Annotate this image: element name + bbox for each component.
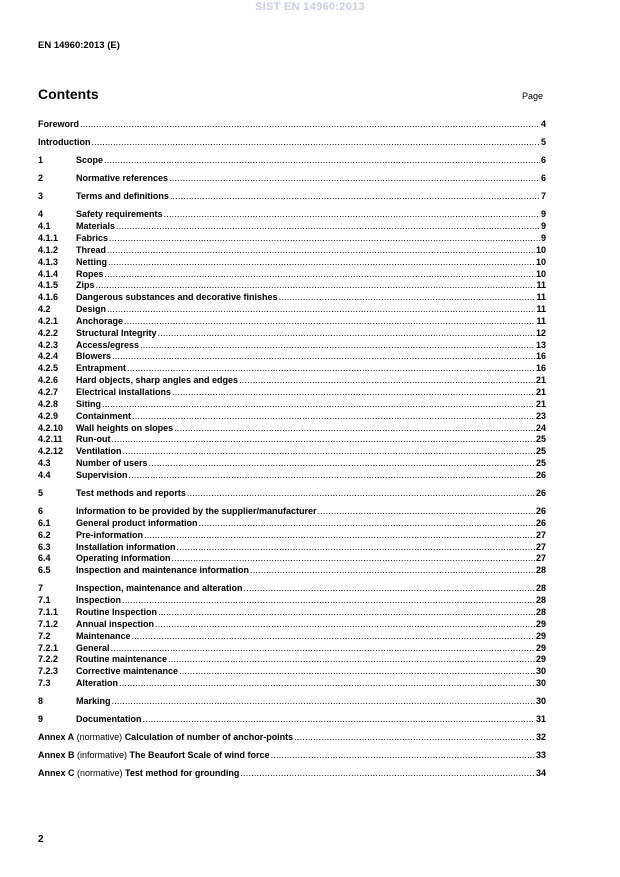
toc-entry-page: 21 bbox=[535, 387, 546, 397]
toc-entry-title: Zips bbox=[76, 280, 95, 291]
toc-entry-page: 6 bbox=[540, 173, 546, 184]
toc-entry-page: 28 bbox=[535, 595, 546, 606]
dot-leader bbox=[127, 362, 535, 374]
toc-entry-title: Ventilation bbox=[76, 446, 122, 457]
toc-entry[interactable] bbox=[38, 327, 546, 339]
toc-entry[interactable] bbox=[38, 487, 546, 499]
toc-entry-title: Installation information bbox=[76, 541, 176, 552]
toc-entry[interactable] bbox=[38, 517, 546, 529]
toc-entry-page: 21 bbox=[535, 375, 546, 386]
dot-leader bbox=[172, 552, 535, 564]
dot-leader bbox=[144, 529, 535, 541]
toc-entry[interactable] bbox=[38, 695, 546, 707]
annex-label: Annex B bbox=[38, 750, 75, 761]
toc-entry-title: Materials bbox=[76, 221, 116, 232]
dot-leader bbox=[239, 374, 535, 386]
toc-entry-title: Scope bbox=[76, 155, 104, 166]
toc-entry-number: 7 bbox=[38, 583, 44, 594]
toc-entry[interactable] bbox=[38, 136, 546, 148]
toc-entry[interactable] bbox=[38, 422, 546, 434]
page-number: 2 bbox=[38, 834, 44, 845]
toc-entry-number: 4.1.1 bbox=[38, 232, 59, 243]
toc-entry[interactable] bbox=[38, 279, 546, 291]
dot-leader bbox=[199, 517, 535, 529]
dot-leader bbox=[143, 713, 535, 725]
toc-entry-number: 4.2.10 bbox=[38, 422, 64, 433]
toc-entry-number: 4.1.4 bbox=[38, 268, 59, 279]
dot-leader bbox=[112, 695, 535, 707]
dot-leader bbox=[240, 767, 535, 779]
watermark: SIST EN 14960:2013 bbox=[255, 1, 365, 13]
toc-entry[interactable] bbox=[38, 220, 546, 232]
page-column-label: Page bbox=[522, 91, 544, 101]
toc-entry-title: Terms and definitions bbox=[76, 191, 169, 202]
toc-entry-number: 4.3 bbox=[38, 458, 51, 469]
toc-entry[interactable] bbox=[38, 541, 546, 553]
toc-entry[interactable] bbox=[38, 606, 546, 618]
toc-entry-title: Supervision bbox=[76, 469, 128, 480]
toc-entry-page: 10 bbox=[535, 256, 546, 267]
toc-entry-page: 10 bbox=[535, 244, 546, 255]
toc-entry-number: 4.4 bbox=[38, 469, 51, 480]
toc-entry[interactable] bbox=[38, 244, 546, 256]
toc-entry[interactable] bbox=[38, 208, 546, 220]
annex-label: Annex C bbox=[38, 768, 75, 779]
toc-entry-page: 6 bbox=[540, 155, 546, 166]
toc-entry-page: 30 bbox=[535, 666, 546, 677]
toc-entry-number: 8 bbox=[38, 696, 44, 707]
toc-entry[interactable] bbox=[38, 653, 546, 665]
toc-entry-title: Fabrics bbox=[76, 232, 109, 243]
toc-entry-title: Routine Inspection bbox=[76, 607, 157, 618]
toc-entry-number: 4.2.2 bbox=[38, 327, 59, 338]
toc-entry-number: 7.1.1 bbox=[38, 607, 59, 618]
toc-entry-title: Electrical installations bbox=[76, 387, 172, 397]
toc-entry-number: 4.2.8 bbox=[38, 398, 59, 409]
annex-title: Calculation of number of anchor-points bbox=[124, 732, 294, 743]
toc-entry-number: 1 bbox=[38, 155, 44, 166]
dot-leader bbox=[174, 422, 535, 434]
toc-entry-title bbox=[38, 767, 239, 779]
toc-entry-number: 4 bbox=[38, 209, 44, 220]
toc-entry-number: 6.2 bbox=[38, 529, 51, 540]
toc-entry-title: Introduction bbox=[38, 137, 91, 148]
toc-entry-title: Anchorage bbox=[76, 315, 124, 326]
toc-entry[interactable] bbox=[38, 469, 546, 481]
toc-entry-page: 26 bbox=[535, 506, 546, 517]
dot-leader bbox=[107, 244, 535, 256]
dot-leader bbox=[169, 172, 540, 184]
toc-entry-page: 33 bbox=[535, 750, 546, 761]
toc-entry-title: Maintenance bbox=[76, 630, 131, 641]
dot-leader bbox=[172, 386, 535, 398]
document-id: EN 14960:2013 (E) bbox=[38, 40, 120, 51]
toc-entry[interactable] bbox=[38, 350, 546, 362]
dot-leader bbox=[250, 564, 535, 576]
toc-entry-number: 4.2.1 bbox=[38, 315, 59, 326]
toc-entry[interactable] bbox=[38, 767, 546, 779]
toc-entry-page: 29 bbox=[535, 642, 546, 653]
dot-leader bbox=[111, 642, 535, 654]
toc-entry-title: Blowers bbox=[76, 351, 112, 362]
table-of-contents bbox=[38, 0, 546, 877]
toc-entry-page: 9 bbox=[540, 232, 546, 243]
toc-entry[interactable] bbox=[38, 410, 546, 422]
toc-entry-page: 11 bbox=[536, 292, 546, 303]
toc-entry[interactable] bbox=[38, 713, 546, 725]
toc-entry[interactable] bbox=[38, 172, 546, 184]
toc-entry-title: Test methods and reports bbox=[76, 488, 186, 498]
toc-entry[interactable] bbox=[38, 505, 546, 517]
toc-entry-number: 4.2.3 bbox=[38, 339, 59, 350]
toc-entry-title: Design bbox=[76, 304, 107, 315]
dot-leader bbox=[318, 505, 535, 517]
toc-entry-title: Siting bbox=[76, 398, 101, 409]
toc-entry-title: Documentation bbox=[76, 714, 142, 725]
toc-entry-number: 4.2.12 bbox=[38, 446, 64, 457]
toc-entry-number: 7.3 bbox=[38, 678, 51, 689]
toc-entry-page: 26 bbox=[535, 469, 546, 480]
toc-entry-page: 23 bbox=[535, 410, 546, 421]
toc-entry[interactable] bbox=[38, 339, 546, 351]
toc-entry-number: 6 bbox=[38, 506, 44, 517]
toc-entry-title: Operating information bbox=[76, 553, 171, 564]
toc-entry-number: 4.1.2 bbox=[38, 244, 59, 255]
toc-entry-number: 4.1.6 bbox=[38, 292, 59, 303]
toc-entry[interactable] bbox=[38, 154, 546, 166]
dot-leader bbox=[140, 339, 535, 351]
toc-entry-page: 9 bbox=[540, 221, 546, 232]
toc-entry[interactable] bbox=[38, 594, 546, 606]
toc-entry-page: 24 bbox=[535, 422, 546, 433]
toc-entry-page: 29 bbox=[535, 618, 546, 629]
toc-entry-page: 30 bbox=[535, 696, 546, 707]
toc-entry[interactable] bbox=[38, 731, 546, 743]
toc-entry-title: Number of users bbox=[76, 458, 148, 469]
dot-leader bbox=[158, 327, 535, 339]
toc-entry-number: 3 bbox=[38, 191, 44, 202]
toc-entry-page: 27 bbox=[535, 541, 546, 552]
toc-entry-page: 11 bbox=[536, 304, 546, 315]
toc-entry-title: Pre-information bbox=[76, 529, 144, 540]
toc-entry-page: 25 bbox=[535, 434, 546, 445]
toc-entry-page: 10 bbox=[535, 268, 546, 279]
toc-entry[interactable] bbox=[38, 232, 546, 244]
toc-entry[interactable] bbox=[38, 118, 546, 130]
toc-entry-page: 21 bbox=[535, 398, 546, 409]
toc-entry-page: 12 bbox=[535, 327, 546, 338]
toc-entry-page: 27 bbox=[535, 553, 546, 564]
dot-leader bbox=[149, 457, 535, 469]
toc-entry-number: 4.2.5 bbox=[38, 363, 59, 374]
toc-entry-title: Alteration bbox=[76, 678, 119, 689]
toc-entry-page: 9 bbox=[540, 209, 546, 220]
toc-entry-title: Wall heights on slopes bbox=[76, 422, 174, 433]
toc-entry-title: General bbox=[76, 642, 110, 653]
dot-leader bbox=[179, 665, 535, 677]
toc-entry-page: 29 bbox=[535, 654, 546, 665]
toc-entry[interactable] bbox=[38, 642, 546, 654]
dot-leader bbox=[164, 208, 540, 220]
dot-leader bbox=[109, 232, 540, 244]
toc-entry[interactable] bbox=[38, 303, 546, 315]
toc-entry[interactable] bbox=[38, 457, 546, 469]
toc-entry[interactable] bbox=[38, 564, 546, 576]
annex-kind: (normative) bbox=[74, 732, 125, 743]
dot-leader bbox=[132, 410, 535, 422]
toc-entry[interactable] bbox=[38, 386, 546, 398]
toc-entry-number: 6.1 bbox=[38, 517, 51, 528]
dot-leader bbox=[112, 350, 535, 362]
annex-label: Annex A bbox=[38, 732, 75, 743]
dot-leader bbox=[124, 315, 535, 327]
toc-entry-number: 4.2 bbox=[38, 304, 51, 315]
toc-entry-title: Inspection, maintenance and alteration bbox=[76, 583, 243, 594]
toc-entry-number: 7.2.2 bbox=[38, 654, 59, 665]
dot-leader bbox=[158, 606, 535, 618]
toc-entry-number: 7.2.3 bbox=[38, 666, 59, 677]
dot-leader bbox=[111, 433, 535, 445]
annex-title: The Beaufort Scale of wind force bbox=[129, 750, 270, 761]
toc-entry-title: Inspection bbox=[76, 595, 122, 606]
dot-leader bbox=[119, 677, 535, 689]
dot-leader bbox=[108, 256, 535, 268]
toc-entry-title: Safety requirements bbox=[76, 209, 163, 220]
dot-leader bbox=[132, 630, 535, 642]
toc-entry-title: Entrapment bbox=[76, 363, 127, 374]
dot-leader bbox=[168, 653, 535, 665]
toc-entry[interactable] bbox=[38, 630, 546, 642]
toc-entry-title: Netting bbox=[76, 256, 107, 267]
toc-entry-title: Containment bbox=[76, 410, 131, 421]
toc-entry-number: 4.1.5 bbox=[38, 280, 59, 291]
toc-entry[interactable] bbox=[38, 582, 546, 594]
toc-entry-number: 4.2.6 bbox=[38, 375, 59, 386]
annex-kind: (informative) bbox=[74, 750, 130, 761]
toc-entry-page: 4 bbox=[540, 119, 546, 129]
dot-leader bbox=[271, 749, 535, 761]
toc-entry-number: 6.3 bbox=[38, 541, 51, 552]
toc-entry[interactable] bbox=[38, 618, 546, 630]
dot-leader bbox=[244, 582, 535, 594]
toc-entry-number: 9 bbox=[38, 714, 44, 725]
toc-entry-page: 28 bbox=[535, 583, 546, 594]
toc-entry[interactable] bbox=[38, 190, 546, 202]
toc-entry-page: 25 bbox=[535, 458, 546, 469]
dot-leader bbox=[123, 445, 535, 457]
toc-entry-page: 16 bbox=[535, 351, 546, 362]
dot-leader bbox=[102, 398, 535, 410]
toc-entry-page: 32 bbox=[535, 732, 546, 743]
annex-title: Test method for grounding bbox=[125, 768, 240, 779]
toc-entry-number: 2 bbox=[38, 173, 44, 184]
toc-entry-page: 13 bbox=[535, 339, 546, 350]
toc-entry-page: 11 bbox=[536, 315, 546, 326]
toc-entry[interactable] bbox=[38, 291, 546, 303]
toc-entry-page: 27 bbox=[535, 529, 546, 540]
toc-entry-number: 4.1 bbox=[38, 221, 51, 232]
toc-entry-title: Marking bbox=[76, 696, 111, 707]
toc-entry-title: Annual inspection bbox=[76, 618, 155, 629]
toc-entry-page: 26 bbox=[535, 488, 546, 498]
toc-entry-page: 34 bbox=[535, 768, 546, 779]
toc-entry-number: 4.2.11 bbox=[38, 434, 63, 445]
toc-entry[interactable] bbox=[38, 268, 546, 280]
toc-entry-number: 4.1.3 bbox=[38, 256, 59, 267]
toc-entry-title: Corrective maintenance bbox=[76, 666, 179, 677]
contents-heading: Contents bbox=[38, 86, 99, 102]
toc-entry[interactable] bbox=[38, 374, 546, 386]
annex-kind: (normative) bbox=[74, 768, 126, 779]
toc-entry-title: Thread bbox=[76, 244, 107, 255]
toc-entry[interactable] bbox=[38, 552, 546, 564]
dot-leader bbox=[92, 136, 540, 148]
toc-entry-page: 31 bbox=[535, 714, 546, 725]
dot-leader bbox=[80, 118, 540, 130]
dot-leader bbox=[96, 279, 536, 291]
toc-entry-title: Information to be provided by the supplier/manufacturer bbox=[76, 506, 317, 517]
toc-entry-number: 6.4 bbox=[38, 553, 51, 564]
toc-entry-page: 7 bbox=[540, 191, 546, 202]
dot-leader bbox=[122, 594, 535, 606]
toc-entry-number: 6.5 bbox=[38, 565, 51, 576]
toc-entry-title: Routine maintenance bbox=[76, 654, 168, 665]
toc-entry-number: 7.2.1 bbox=[38, 642, 59, 653]
toc-entry-page: 28 bbox=[535, 607, 546, 618]
toc-entry-title: Dangerous substances and decorative finishes bbox=[76, 292, 278, 303]
toc-entry-number: 4.2.9 bbox=[38, 410, 59, 421]
toc-entry-title: Ropes bbox=[76, 268, 104, 279]
dot-leader bbox=[104, 154, 540, 166]
dot-leader bbox=[170, 190, 540, 202]
toc-entry-number: 7.1 bbox=[38, 595, 51, 606]
toc-entry-page: 30 bbox=[535, 678, 546, 689]
toc-entry-page: 29 bbox=[535, 630, 546, 641]
toc-entry[interactable] bbox=[38, 749, 546, 761]
dot-leader bbox=[279, 291, 536, 303]
dot-leader bbox=[177, 541, 535, 553]
dot-leader bbox=[129, 469, 535, 481]
dot-leader bbox=[187, 487, 535, 499]
toc-entry-title: General product information bbox=[76, 517, 198, 528]
toc-entry-page: 16 bbox=[535, 363, 546, 374]
toc-entry-number: 4.2.4 bbox=[38, 351, 59, 362]
toc-entry-title: Access/egress bbox=[76, 339, 140, 350]
toc-entry-title: Foreword bbox=[38, 119, 80, 129]
toc-entry-number: 4.2.7 bbox=[38, 387, 59, 397]
toc-entry-title bbox=[38, 731, 293, 743]
toc-entry[interactable] bbox=[38, 362, 546, 374]
toc-entry-title: Structural Integrity bbox=[76, 327, 157, 338]
toc-entry-title: Hard objects, sharp angles and edges bbox=[76, 375, 239, 386]
toc-entry[interactable] bbox=[38, 433, 546, 445]
toc-entry-number: 7.1.2 bbox=[38, 618, 59, 629]
toc-entry-page: 26 bbox=[535, 517, 546, 528]
toc-entry[interactable] bbox=[38, 529, 546, 541]
toc-entry-page: 28 bbox=[535, 565, 546, 576]
toc-entry[interactable] bbox=[38, 677, 546, 689]
toc-entry-title: Inspection and maintenance information bbox=[76, 565, 250, 576]
dot-leader bbox=[107, 303, 535, 315]
toc-entry-title: Run-out bbox=[76, 434, 111, 445]
toc-entry[interactable] bbox=[38, 445, 546, 457]
toc-entry[interactable] bbox=[38, 398, 546, 410]
toc-entry-page: 25 bbox=[535, 446, 546, 457]
toc-entry[interactable] bbox=[38, 315, 546, 327]
toc-entry-title bbox=[38, 749, 270, 761]
dot-leader bbox=[105, 268, 535, 280]
toc-entry-title: Normative references bbox=[76, 173, 169, 184]
dot-leader bbox=[155, 618, 535, 630]
dot-leader bbox=[294, 731, 535, 743]
toc-entry-number: 5 bbox=[38, 488, 44, 498]
toc-entry-page: 5 bbox=[540, 137, 546, 148]
toc-entry-number: 7.2 bbox=[38, 630, 51, 641]
toc-entry-page: 11 bbox=[536, 280, 546, 291]
dot-leader bbox=[116, 220, 540, 232]
toc-entry[interactable] bbox=[38, 256, 546, 268]
toc-entry[interactable] bbox=[38, 665, 546, 677]
